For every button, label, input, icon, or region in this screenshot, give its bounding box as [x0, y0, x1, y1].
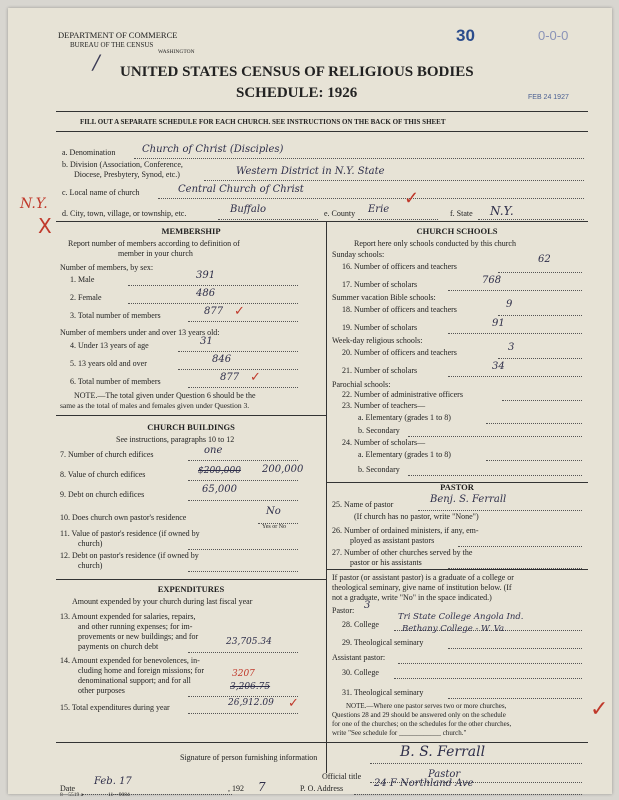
- pastor-intro: If pastor (or assistant pastor) is a graduate of a college or: [332, 573, 514, 582]
- q5-value: 846: [212, 354, 232, 365]
- q30-label: 30. College: [342, 668, 379, 677]
- schools-intro: Report here only schools conducted by this church: [354, 239, 516, 248]
- q2-label: 2. Female: [70, 293, 102, 302]
- form-code-footer: 8—5519 a: [60, 792, 84, 798]
- form-title: UNITED STATES CENSUS OF RELIGIOUS BODIES: [120, 64, 474, 80]
- q24b-label: b. Secondary: [358, 465, 400, 474]
- q22-label: 22. Number of administrative officers: [342, 390, 463, 399]
- q14-corrected-value: 3207: [232, 669, 255, 679]
- q8-struck-value: $200,000: [198, 466, 241, 476]
- local-name-value: Central Church of Christ: [178, 184, 304, 195]
- q23b-label: b. Secondary: [358, 426, 400, 435]
- pastor-intro-3: not a graduate, write "No" in the space indicated.): [332, 593, 492, 602]
- q13-label-4: payments on church debt: [78, 642, 159, 651]
- pastor-note-2: Questions 28 and 29 should be answered only on the schedule: [332, 711, 506, 719]
- form-code: 0-0-0: [538, 28, 569, 43]
- q11-label-2: church): [78, 539, 103, 548]
- parochial-label: Parochial schools:: [332, 380, 391, 389]
- q9-label: 9. Debt on church edifices: [60, 490, 145, 499]
- q1-label: 1. Male: [70, 275, 95, 284]
- q12-label: 12. Debt on pastor's residence (if owned by: [60, 551, 199, 560]
- form-subtitle: SCHEDULE: 1926: [236, 85, 358, 101]
- q6-label: 6. Total number of members: [70, 377, 161, 386]
- q12-label-2: church): [78, 561, 103, 570]
- q28-value: Tri State College Angola Ind.: [398, 612, 524, 622]
- q25-hint: (If church has no pastor, write "None"): [354, 512, 479, 521]
- buildings-sub: See instructions, paragraphs 10 to 12: [116, 435, 235, 444]
- q25-label: 25. Name of pastor: [332, 500, 394, 509]
- q21-value: 34: [492, 361, 505, 372]
- pastor-note: NOTE.—Where one pastor serves two or more churches,: [346, 702, 507, 710]
- q5-label: 5. 13 years old and over: [70, 359, 147, 368]
- summer-label: Summer vacation Bible schools:: [332, 293, 436, 302]
- city-value: Buffalo: [230, 204, 267, 215]
- membership-intro: Report number of members according to definition of: [68, 239, 240, 248]
- pastor-mark: 3: [364, 600, 371, 611]
- po-address-label: P. O. Address: [300, 784, 344, 793]
- q27-label-2: pastor or his assistants: [350, 558, 422, 567]
- q16-label: 16. Number of officers and teachers: [342, 262, 457, 271]
- q23a-label: a. Elementary (grades 1 to 8): [358, 413, 451, 422]
- q7-label: 7. Number of church edifices: [60, 450, 154, 459]
- q1-value: 391: [196, 270, 216, 281]
- age-intro: Number of members under and over 13 years old:: [60, 328, 220, 337]
- state-value: N.Y.: [490, 204, 514, 218]
- city-label: WASHINGTON: [158, 49, 195, 55]
- denomination-label: a. Denomination: [62, 148, 116, 157]
- q26-label-2: ployed as assistant pastors: [350, 536, 435, 545]
- red-check-margin: ✓: [590, 696, 609, 721]
- q11-label: 11. Value of pastor's residence (if owned by: [60, 529, 200, 538]
- dept-label: DEPARTMENT OF COMMERCE: [58, 30, 178, 40]
- q14-label: 14. Amount expended for benevolences, in-: [60, 656, 200, 665]
- q8-label: 8. Value of church edifices: [60, 470, 146, 479]
- q10-hint: Yes or No: [262, 524, 287, 530]
- q31-label: 31. Theological seminary: [342, 688, 424, 697]
- red-ny-mark: N.Y.: [20, 196, 48, 212]
- q29-label: 29. Theological seminary: [342, 638, 424, 647]
- q21-label: 21. Number of scholars: [342, 366, 418, 375]
- q24a-label: a. Elementary (grades 1 to 8): [358, 450, 451, 459]
- pastor-label: Pastor:: [332, 606, 355, 615]
- q23-label: 23. Number of teachers—: [342, 401, 426, 410]
- q6-value: 877: [220, 372, 240, 383]
- pastor-note-4: write "See schedule for ____________ church.": [332, 729, 467, 737]
- weekday-label: Week-day religious schools:: [332, 336, 423, 345]
- slash-mark: /: [93, 50, 100, 74]
- q3-value: 877: [204, 306, 224, 317]
- red-check-q6: ✓: [250, 369, 261, 384]
- by-sex-label: Number of members, by sex:: [60, 263, 154, 272]
- q17-value: 768: [482, 275, 502, 286]
- year-label: , 192: [228, 784, 244, 793]
- q19-label: 19. Number of scholars: [342, 323, 418, 332]
- q2-value: 486: [196, 288, 216, 299]
- q9-value: 65,000: [202, 484, 237, 495]
- red-check-q3: ✓: [234, 303, 245, 318]
- q13-label-2: and other running expenses; for im-: [78, 622, 193, 631]
- q13-value: 23,705.34: [226, 637, 272, 647]
- q7-value: one: [204, 445, 223, 456]
- assistant-label: Assistant pastor:: [332, 653, 386, 662]
- q19-value: 91: [492, 318, 505, 329]
- po-address-value: 24 F Northland Ave: [374, 778, 474, 789]
- sunday-label: Sunday schools:: [332, 250, 385, 259]
- q15-value: 26,912.09: [228, 698, 274, 708]
- q13-label-3: provements or new buildings; and for: [78, 632, 199, 641]
- instruction-line: FILL OUT A SEPARATE SCHEDULE FOR EACH CHURCH. SEE INSTRUCTIONS ON THE BACK OF THIS SHEET: [80, 118, 446, 126]
- q27-label: 27. Number of other churches served by the: [332, 548, 473, 557]
- q14-value: 3,206.75: [230, 682, 271, 692]
- county-label: e. County: [324, 209, 356, 218]
- red-check-county: ✓: [404, 188, 420, 208]
- city-town-label: d. City, town, village, or township, etc.: [62, 209, 187, 218]
- q8-value: 200,000: [262, 464, 304, 475]
- q10-value: No: [266, 506, 281, 517]
- county-value: Erie: [368, 204, 390, 215]
- received-stamp: FEB 24 1927: [528, 94, 569, 101]
- local-name-label: c. Local name of church: [62, 188, 140, 197]
- official-title-label: Official title: [322, 772, 362, 781]
- division-value: Western District in N.Y. State: [236, 166, 385, 177]
- form-code-footer-2: 11—9084: [108, 792, 130, 798]
- q24-label: 24. Number of scholars—: [342, 438, 426, 447]
- official-title-value: Pastor: [428, 769, 461, 780]
- state-label: f. State: [450, 209, 473, 218]
- date-label: Date: [60, 784, 76, 793]
- pastor-note-3: for one of the churches; on the schedules for the other churches,: [332, 720, 512, 728]
- q3-label: 3. Total number of members: [70, 311, 161, 320]
- q17-label: 17. Number of scholars: [342, 280, 418, 289]
- q20-label: 20. Number of officers and teachers: [342, 348, 457, 357]
- red-x-mark: X: [38, 214, 52, 238]
- year-value: 7: [258, 780, 266, 794]
- expenditures-heading: EXPENDITURES: [157, 584, 225, 594]
- bureau-label: BUREAU OF THE CENSUS: [70, 41, 154, 49]
- q18-value: 9: [506, 299, 513, 310]
- denomination-value: Church of Christ (Disciples): [142, 144, 284, 155]
- q15-label: 15. Total expenditures during year: [60, 703, 170, 712]
- q4-value: 31: [200, 336, 213, 347]
- schools-heading: CHURCH SCHOOLS: [416, 226, 498, 236]
- buildings-heading: CHURCH BUILDINGS: [147, 422, 235, 432]
- division-label: b. Division (Association, Conference,: [62, 160, 183, 169]
- q14-label-3: denominational support; and for all: [78, 676, 191, 685]
- signature-label: Signature of person furnishing information: [180, 753, 318, 762]
- q13-label: 13. Amount expended for salaries, repairs,: [60, 612, 196, 621]
- red-check-q15: ✓: [288, 695, 299, 710]
- division-label-2: Diocese, Presbytery, Synod, etc.): [74, 170, 180, 179]
- membership-heading: MEMBERSHIP: [161, 226, 221, 236]
- q10-label: 10. Does church own pastor's residence: [60, 513, 187, 522]
- q26-label: 26. Number of ordained ministers, if any, em-: [332, 526, 479, 535]
- q18-label: 18. Number of officers and teachers: [342, 305, 457, 314]
- expenditures-sub: Amount expended by your church during last fiscal year: [72, 597, 253, 606]
- membership-note-2: same as the total of males and females given under Question 3.: [60, 401, 250, 410]
- membership-note: NOTE.—The total given under Question 6 should be the: [74, 391, 256, 400]
- pastor-intro-2: theological seminary, give name of institution below. (If: [332, 583, 512, 592]
- q28-label: 28. College: [342, 620, 379, 629]
- q16-value: 62: [538, 254, 551, 265]
- signature-value: B. S. Ferrall: [400, 744, 486, 760]
- q28-value-2: Bethany College - W. Va.: [402, 624, 507, 634]
- q14-label-2: cluding home and foreign missions; for: [78, 666, 204, 675]
- census-schedule-form: [8, 8, 612, 798]
- q25-value: Benj. S. Ferrall: [430, 494, 507, 505]
- q4-label: 4. Under 13 years of age: [70, 341, 149, 350]
- q14-label-4: other purposes: [78, 686, 125, 695]
- membership-intro-2: member in your church: [118, 249, 193, 258]
- q20-value: 3: [508, 342, 515, 353]
- form-number: 30: [456, 26, 475, 45]
- date-value: Feb. 17: [94, 776, 132, 787]
- pastor-heading: PASTOR: [440, 482, 474, 492]
